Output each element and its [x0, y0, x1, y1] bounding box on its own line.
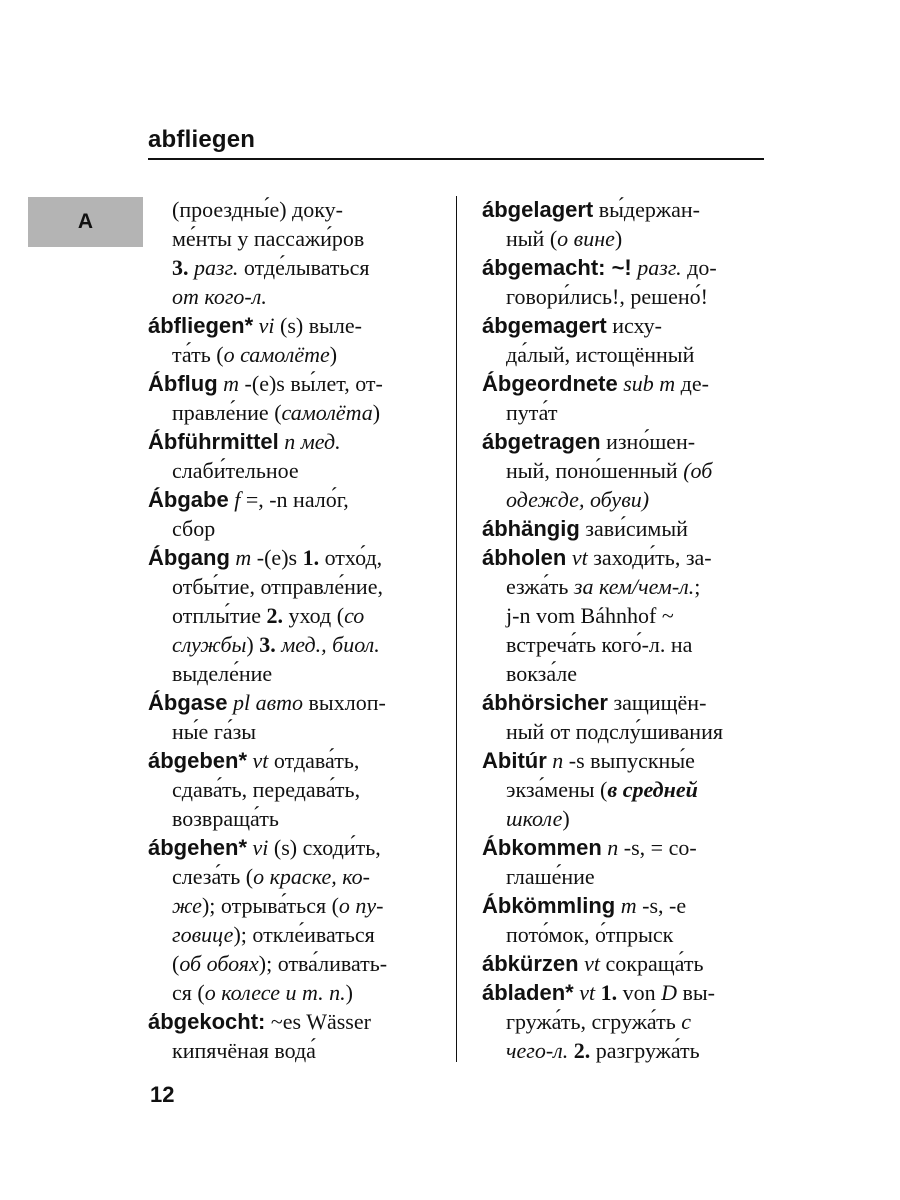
entry-text: (проездны́е) доку- [172, 197, 343, 222]
italic-text: разг. [194, 255, 239, 280]
entry-text: сдава́ть, передава́ть, [172, 777, 361, 802]
entry-text: изно́шен- [600, 429, 696, 454]
entry-text: -s, -e [636, 893, 687, 918]
italic-text: n [552, 748, 564, 773]
entry-headword: ábgemacht: ~! [482, 255, 632, 280]
dictionary-continuation-line [148, 456, 444, 485]
italic-text: vt [252, 748, 269, 773]
dictionary-continuation-line [148, 920, 444, 949]
sense-number: 3. [259, 632, 276, 657]
dictionary-continuation-line [148, 514, 444, 543]
entry-headword: Ábführmittel [148, 429, 279, 454]
dictionary-continuation-line [148, 659, 444, 688]
entry-text: слеза́ть ( [172, 864, 254, 889]
entry-headword: ábladen* [482, 980, 574, 1005]
dictionary-continuation-line [482, 804, 778, 833]
dictionary-continuation-line [482, 1007, 778, 1036]
dictionary-continuation-line [148, 630, 444, 659]
entry-text: защищён- [607, 690, 707, 715]
dictionary-entry-line [148, 369, 444, 398]
italic-text: D [661, 980, 677, 1005]
italic-text: же [172, 893, 202, 918]
entry-text: встреча́ть кого́-л. на [506, 632, 693, 657]
dictionary-continuation-line [482, 572, 778, 601]
dictionary-entry-line [482, 369, 778, 398]
dictionary-entry-line [148, 543, 444, 572]
dictionary-continuation-line [482, 862, 778, 891]
entry-text: ный от подслу́шивания [506, 719, 723, 744]
dictionary-continuation-line [482, 340, 778, 369]
dictionary-continuation-line [482, 485, 778, 514]
entry-text: отплы́тие [172, 603, 267, 628]
italic-text: n [607, 835, 619, 860]
italic-text: о краске, ко- [253, 864, 370, 889]
dictionary-continuation-line [148, 775, 444, 804]
entry-text: ) [372, 400, 381, 425]
italic-text: vi [252, 835, 269, 860]
entry-text: глаше́ние [506, 864, 595, 889]
dictionary-column-left [148, 195, 444, 1065]
entry-text: выхлоп- [303, 690, 386, 715]
italic-text: sub m [623, 371, 676, 396]
entry-headword: ábgehen* [148, 835, 248, 860]
entry-text: говори́лись!, решено́! [506, 284, 708, 309]
entry-text: гружа́ть, сгружа́ть [506, 1009, 682, 1034]
dictionary-continuation-line [148, 804, 444, 833]
dictionary-continuation-line [482, 1036, 778, 1065]
entry-text: вы- [676, 980, 715, 1005]
dictionary-entry-line [482, 311, 778, 340]
entry-text: ный, поно́шенный [506, 458, 684, 483]
italic-text: vt [584, 951, 600, 976]
dictionary-continuation-line [482, 717, 778, 746]
italic-text: m [223, 371, 240, 396]
dictionary-entry-line [148, 833, 444, 862]
italic-text: с [681, 1009, 692, 1034]
entry-headword: ábgetragen [482, 429, 601, 454]
entry-text: ) [345, 980, 353, 1005]
dictionary-continuation-line [482, 659, 778, 688]
entry-headword: Abitúr [482, 748, 547, 773]
entry-text: сокраща́ть [599, 951, 704, 976]
dictionary-continuation-line [148, 224, 444, 253]
dictionary-continuation-line [148, 601, 444, 630]
dictionary-continuation-line [148, 978, 444, 1007]
entry-text: ( [172, 951, 180, 976]
dictionary-entry-line [482, 688, 778, 717]
dictionary-continuation-line [148, 891, 444, 920]
italic-text: о пу- [338, 893, 384, 918]
italic-text: от кого-л. [172, 284, 267, 309]
bold-italic-text: в средней [607, 777, 698, 802]
dictionary-continuation-line [148, 253, 444, 282]
dictionary-entry-line [148, 688, 444, 717]
dictionary-entry-line [482, 543, 778, 572]
entry-text: ); отрыва́ться ( [201, 893, 339, 918]
italic-text: за кем/чем-л. [573, 574, 695, 599]
page-header-word: abfliegen [148, 126, 256, 153]
dictionary-continuation-line [148, 340, 444, 369]
dictionary-entry-line [482, 949, 778, 978]
entry-text: экза́мены ( [506, 777, 608, 802]
entry-text: ся ( [172, 980, 205, 1005]
entry-headword: ábgekocht: [148, 1009, 266, 1034]
entry-text: сбор [172, 516, 216, 541]
dictionary-entry-line [482, 514, 778, 543]
italic-text: об обоях [179, 951, 259, 976]
italic-text: одежде, обуви) [506, 487, 650, 512]
italic-text: m [235, 545, 252, 570]
entry-text: пута́т [506, 400, 558, 425]
entry-text: j-n vom Báhnhof ~ [506, 603, 674, 628]
entry-headword: ábgeben* [148, 748, 248, 773]
italic-text: m [620, 893, 637, 918]
dictionary-continuation-line [148, 1036, 444, 1065]
sense-number: 2. [266, 603, 284, 628]
entry-text: зави́симый [579, 516, 688, 541]
dictionary-entry-line [482, 891, 778, 920]
entry-text: (s) сходи́ть, [268, 835, 381, 860]
entry-text: до- [681, 255, 717, 280]
dictionary-entry-line [482, 195, 778, 224]
dictionary-continuation-line [482, 224, 778, 253]
entry-headword: Ábgase [148, 690, 228, 715]
entry-headword: ábhängig [482, 516, 580, 541]
entry-text: езжа́ть [506, 574, 574, 599]
dictionary-continuation-line [148, 572, 444, 601]
italic-text: vt [571, 545, 588, 570]
sense-number: 1. [600, 980, 618, 1005]
dictionary-entry-line [148, 311, 444, 340]
dictionary-continuation-line [482, 920, 778, 949]
entry-text: ) [246, 632, 260, 657]
italic-text: со [344, 603, 365, 628]
entry-headword: Ábkömmling [482, 893, 616, 918]
entry-text: разгружа́ть [590, 1038, 700, 1063]
entry-text: заходи́ть, за- [587, 545, 712, 570]
dictionary-entry-line [482, 253, 778, 282]
entry-text: правле́ние ( [172, 400, 282, 425]
entry-text: ; [694, 574, 701, 599]
entry-text: исху- [606, 313, 662, 338]
italic-text: о вине [557, 226, 615, 251]
entry-text: уход ( [283, 603, 345, 628]
italic-text: (об [683, 458, 713, 483]
entry-text: отбы́тие, отправле́ние, [172, 574, 383, 599]
entry-text: -s, = со- [618, 835, 697, 860]
entry-headword: Ábgeordnete [482, 371, 618, 396]
italic-text: службы [172, 632, 247, 657]
dictionary-continuation-line [482, 601, 778, 630]
italic-text: pl авто [232, 690, 304, 715]
entry-headword: ábkürzen [482, 951, 579, 976]
entry-headword: Ábflug [148, 371, 218, 396]
entry-headword: ábhörsicher [482, 690, 608, 715]
italic-text: разг. [637, 255, 682, 280]
entry-text: та́ть ( [172, 342, 224, 367]
sense-number: 3. [172, 255, 189, 280]
entry-text: von [617, 980, 662, 1005]
dictionary-entry-line [148, 1007, 444, 1036]
dictionary-entry-line [482, 978, 778, 1007]
dictionary-continuation-line [148, 195, 444, 224]
dictionary-column-right [482, 195, 778, 1065]
entry-text: =, -n нало́г, [240, 487, 349, 512]
entry-headword: ábgelagert [482, 197, 594, 222]
entry-text: вокза́ле [506, 661, 578, 686]
dictionary-continuation-line [482, 630, 778, 659]
entry-headword: Ábgang [148, 545, 230, 570]
dictionary-entry-line [148, 427, 444, 456]
entry-text: де- [675, 371, 709, 396]
entry-text: кипячёная вода́ [172, 1038, 316, 1063]
dictionary-continuation-line [482, 456, 778, 485]
header-rule [148, 158, 764, 160]
entry-text: ме́нты у пассажи́ров [172, 226, 365, 251]
dictionary-entry-line [482, 746, 778, 775]
section-letter-tab: A [28, 197, 143, 247]
italic-text: говице [172, 922, 234, 947]
italic-text: о самолёте [223, 342, 330, 367]
entry-text: ~es Wässer [265, 1009, 371, 1034]
entry-text: отде́лываться [238, 255, 370, 280]
italic-text: мед., биол. [281, 632, 380, 657]
italic-text: vi [258, 313, 275, 338]
entry-headword: ábfliegen* [148, 313, 254, 338]
entry-headword: Ábgabe [148, 487, 229, 512]
page-number: 12 [150, 1082, 175, 1107]
dictionary-continuation-line [482, 775, 778, 804]
dictionary-entry-line [148, 746, 444, 775]
dictionary-entry-line [148, 485, 444, 514]
entry-text: вы́держан- [593, 197, 700, 222]
dictionary-continuation-line [148, 398, 444, 427]
sense-number: 1. [302, 545, 320, 570]
italic-text: о колесе и т. п. [204, 980, 346, 1005]
entry-text: ) [329, 342, 338, 367]
entry-headword: ábgemagert [482, 313, 607, 338]
entry-text: слаби́тельное [172, 458, 299, 483]
entry-text: ); отва́ливать- [258, 951, 388, 976]
dictionary-continuation-line [148, 282, 444, 311]
entry-text: ) [614, 226, 623, 251]
entry-text: да́лый, истощённый [506, 342, 695, 367]
entry-text: -(e)s вы́лет, от- [239, 371, 383, 396]
column-divider [456, 196, 457, 1062]
entry-headword: ábholen [482, 545, 567, 570]
italic-text: самолёта [281, 400, 373, 425]
dictionary-continuation-line [148, 949, 444, 978]
italic-text: чего-л. [506, 1038, 569, 1063]
entry-text: ); откле́иваться [233, 922, 375, 947]
entry-text: (s) выле- [274, 313, 362, 338]
sense-number: 2. [573, 1038, 591, 1063]
dictionary-entry-line [482, 427, 778, 456]
entry-headword: Ábkommen [482, 835, 602, 860]
entry-text: -(e)s [251, 545, 303, 570]
entry-text: отхо́д, [319, 545, 383, 570]
dictionary-continuation-line [482, 398, 778, 427]
dictionary-continuation-line [148, 717, 444, 746]
italic-text: vt [579, 980, 596, 1005]
dictionary-entry-line [482, 833, 778, 862]
italic-text: школе [506, 806, 563, 831]
dictionary-continuation-line [148, 862, 444, 891]
entry-text: -s выпускны́е [563, 748, 695, 773]
entry-text: возвраща́ть [172, 806, 279, 831]
italic-text: n мед. [284, 429, 341, 454]
entry-text: выделе́ние [172, 661, 273, 686]
entry-text: ный ( [506, 226, 558, 251]
entry-text: пото́мок, о́тпрыск [506, 922, 674, 947]
italic-text: f [234, 487, 241, 512]
entry-text: ) [562, 806, 570, 831]
dictionary-continuation-line [482, 282, 778, 311]
entry-text: ны́е га́зы [172, 719, 257, 744]
entry-text: отдава́ть, [268, 748, 360, 773]
